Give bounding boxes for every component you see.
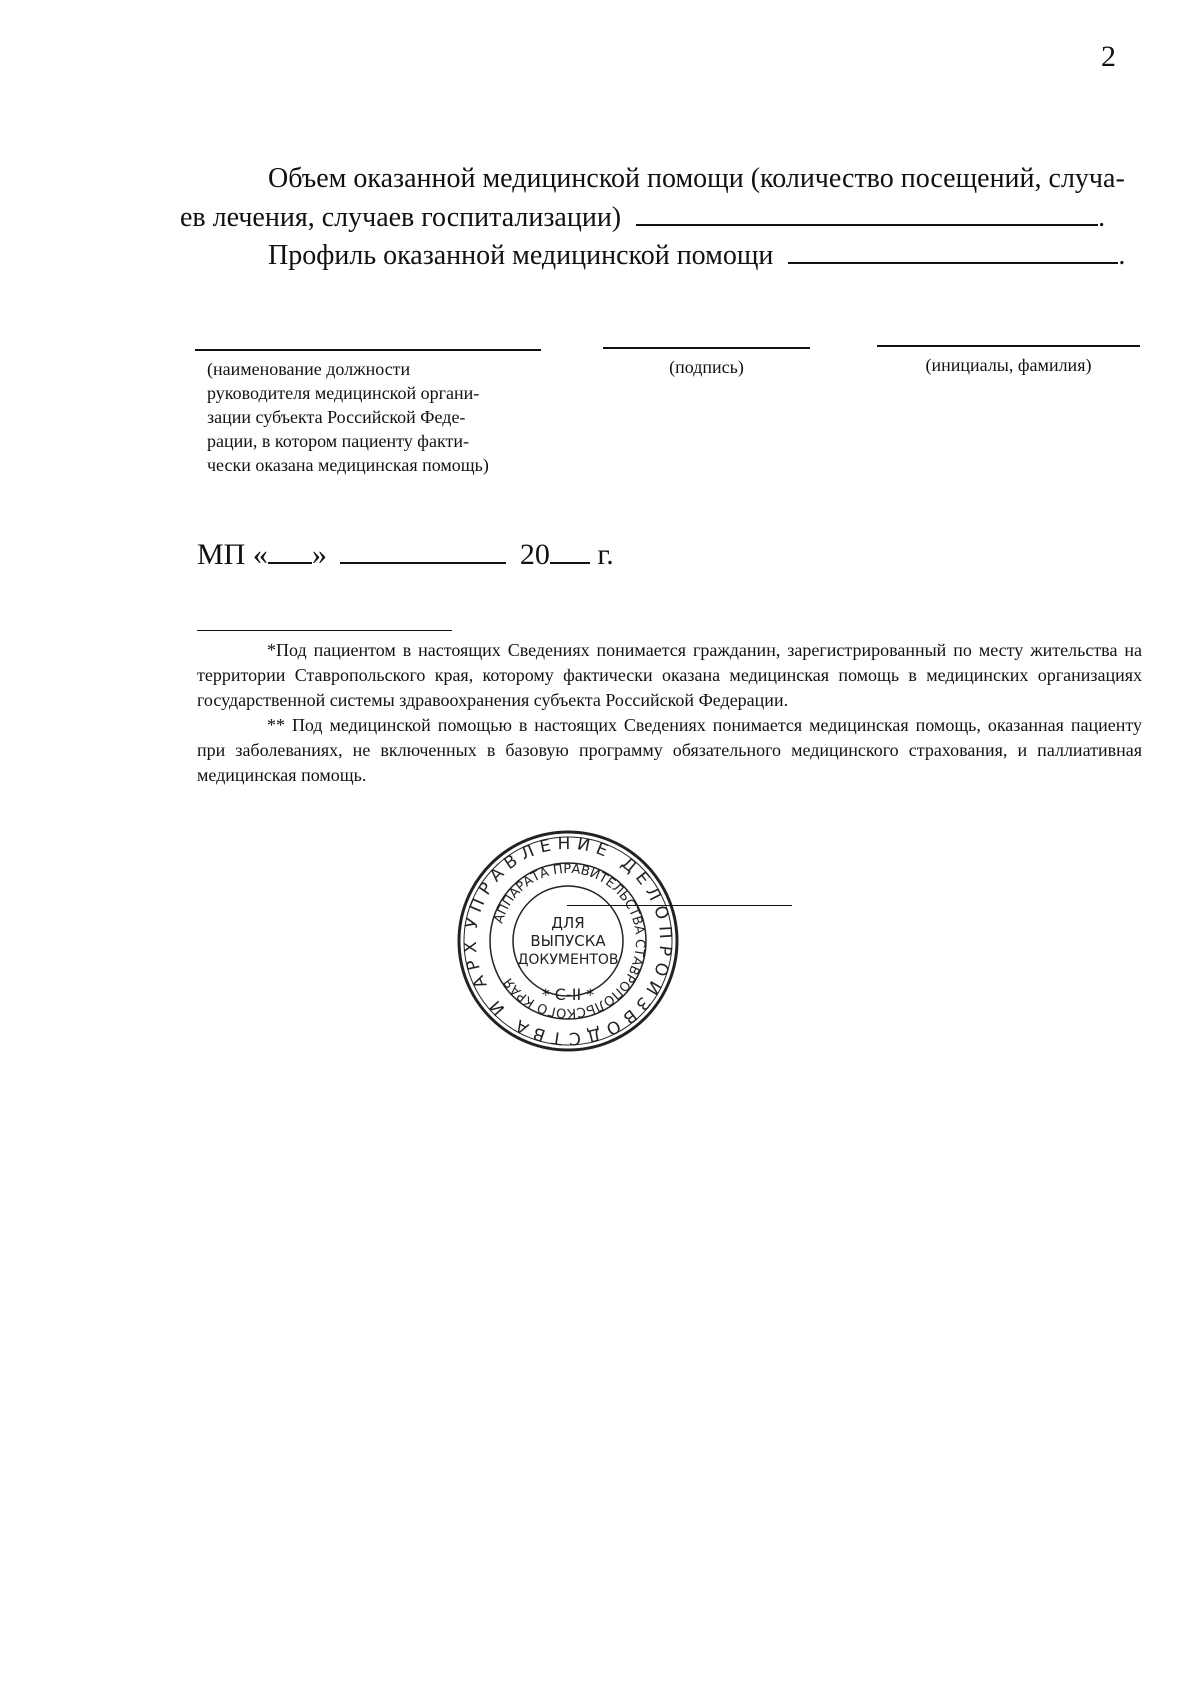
day-blank [268, 538, 312, 564]
close-quote: » [311, 538, 327, 571]
profile-end: . [1118, 240, 1126, 271]
stamp-center-3: ДОКУМЕНТОВ [517, 952, 619, 968]
position-caption-l5: чески оказана медицинская помощь) [207, 455, 489, 475]
signature-caption: (подпись) [669, 357, 744, 377]
official-stamp [455, 828, 681, 1054]
date-line [197, 538, 614, 572]
stamp-inner-text: АППАРАТА ПРАВИТЕЛЬСТВА СТАВРОПОЛЬСКОГО КРАЯ [491, 861, 648, 1021]
stamp-svg [455, 828, 681, 1054]
signature-line [603, 347, 810, 349]
footnote-separator [197, 630, 452, 631]
name-caption: (инициалы, фамилия) [925, 355, 1092, 375]
position-caption [207, 357, 534, 477]
stamp-signature-line [567, 905, 792, 906]
profile-label: Профиль оказанной медицинской помощи [268, 240, 774, 271]
stamp-outer-text: УПРАВЛЕНИЕ ДЕЛОПРОИЗВОДСТВА И АРХ [460, 833, 676, 1049]
profile-blank [788, 236, 1118, 264]
mp-label: МП « [197, 538, 268, 571]
name-line [877, 345, 1140, 347]
volume-line-1: Объем оказанной медицинской помощи (количество посещений, случа- [268, 163, 1125, 194]
position-caption-l4: рации, в котором пациенту факти- [207, 431, 469, 451]
volume-end: . [1098, 202, 1106, 233]
month-blank [340, 538, 506, 564]
position-caption-l2: руководителя медицинской органи- [207, 383, 480, 403]
year-suffix: г. [597, 538, 614, 571]
volume-line-2-text: ев лечения, случаев госпитализации) [180, 202, 622, 233]
stamp-center-2: ВЫПУСКА [530, 932, 606, 950]
profile-line [268, 236, 1125, 275]
footnote-2: ** Под медицинской помощью в настоящих Сведениях понимается медицинская помощь, оказанная пациенту при заболеваниях, не включенных в базовую программу обязательного медицинского страхования, и паллиативная медицинская помощь. [197, 715, 1142, 785]
position-line [195, 349, 541, 351]
volume-line-2 [180, 198, 1105, 237]
position-caption-row-1 [207, 357, 534, 381]
volume-blank [636, 198, 1098, 226]
stamp-center-1: ДЛЯ [551, 914, 585, 932]
year-blank [550, 538, 590, 564]
page-number: 2 [1101, 40, 1116, 73]
position-caption-l1: (наименование должности [207, 359, 411, 379]
footnote-1: *Под пациентом в настоящих Сведениях понимается гражданин, зарегистрированный по месту жительства на территории Ставропольского края, которому фактически оказана медицинская помощь в медицинских организациях государственной системы здравоохранения субъекта Российской Федерации. [197, 640, 1142, 710]
stamp-code: * С-II * [541, 985, 595, 1004]
position-caption-l3: зации субъекта Российской Феде- [207, 407, 466, 427]
year-prefix: 20 [519, 538, 550, 571]
